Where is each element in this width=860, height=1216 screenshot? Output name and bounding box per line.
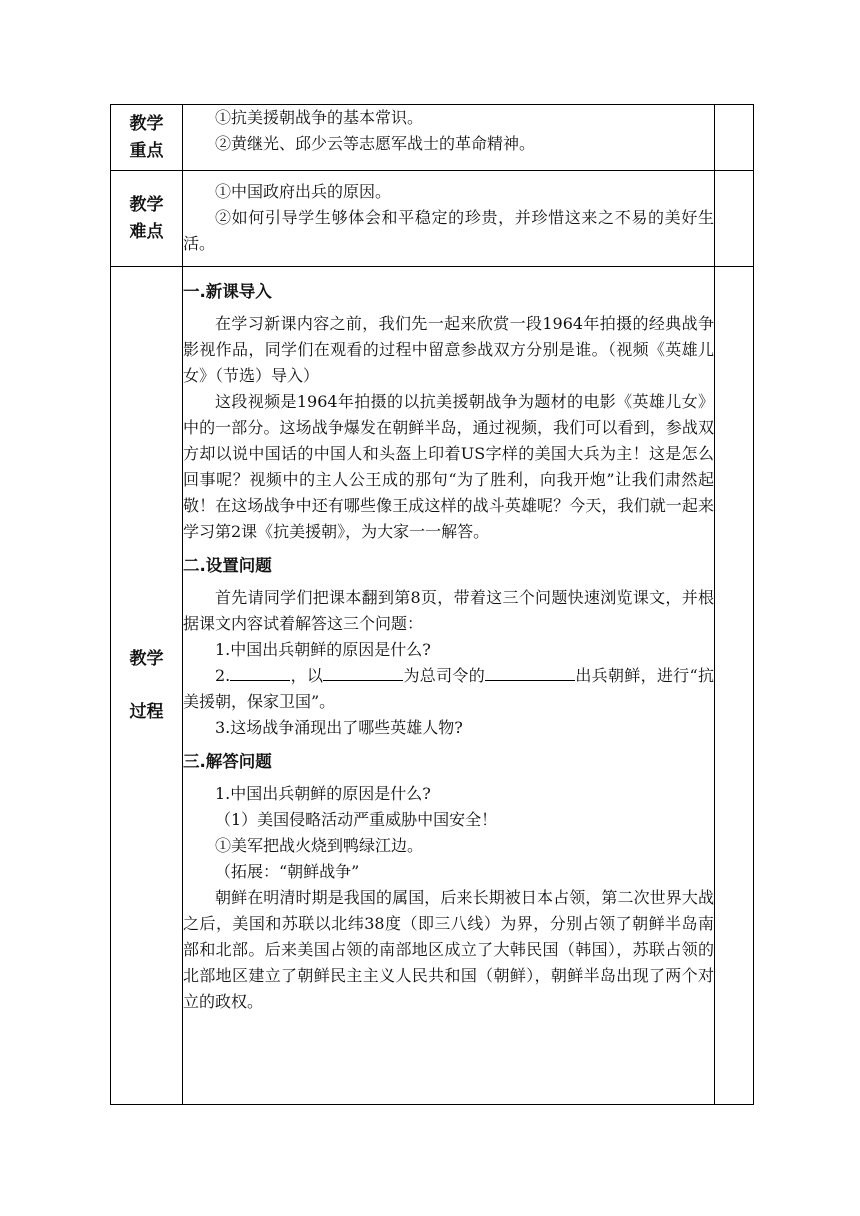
- paragraph: 朝鲜在明清时期是我国的属国，后来长期被日本占领，第二次世界大战之后，美国和苏联以北纬38度（即三八线）为界，分别占领了朝鲜半岛南部和北部。后来美国占领的南部地区成立了大韩民国（韩国），苏联占领的北部地区建立了朝鲜民主主义人民共和国（朝鲜），朝鲜半岛出现了两个对立的政权。: [183, 888, 714, 1011]
- answer-line: ①美军把战火烧到鸭绿江边。: [215, 836, 424, 855]
- notes-cell: [715, 105, 754, 171]
- lesson-plan-table: [110, 104, 754, 1105]
- answer-line: （1）美国侵略活动严重威胁中国安全！: [215, 810, 498, 829]
- teaching-focus-label: [111, 105, 183, 171]
- fill-blank: [485, 664, 575, 681]
- notes-cell: [715, 267, 754, 1105]
- teaching-focus-content: [183, 105, 715, 171]
- fill-blank: [230, 664, 290, 681]
- label-line: 教学: [129, 113, 164, 134]
- paragraph: 首先请同学们把课本翻到第8页，带着这三个问题快速浏览课文，并根据课文内容试着解答这三个问题：: [183, 588, 714, 633]
- question-1: 1.中国出兵朝鲜的原因是什么?: [215, 640, 431, 659]
- question-2-text: 为总司令的: [403, 666, 486, 685]
- teaching-difficulty-label: [111, 171, 183, 267]
- question-2-text: 出兵朝鲜，进行“抗美援朝，保家卫国”。: [183, 666, 714, 711]
- question-3: 3.这场战争涌现出了哪些英雄人物?: [215, 718, 463, 737]
- fill-blank: [323, 664, 403, 681]
- difficulty-item: ①中国政府出兵的原因。: [215, 182, 392, 201]
- teaching-process-label: [111, 267, 183, 1105]
- paragraph: 这段视频是1964年拍摄的以抗美援朝战争为题材的电影《英雄儿女》中的一部分。这场战争爆发在朝鲜半岛，通过视频，我们可以看到，参战双方却以说中国话的中国人和头盔上印着US字样的美国大兵为主！这是怎么回事呢？视频中的主人公王成的那句“为了胜利，向我开炮”让我们肃然起敬！在这场战争中还有哪些像王成这样的战斗英雄呢？今天，我们就一起来学习第2课《抗美援朝》，为大家一一解答。: [183, 392, 714, 541]
- question-2: [183, 663, 714, 715]
- paragraph: 在学习新课内容之前，我们先一起来欣赏一段1964年拍摄的经典战争影视作品，同学们在观看的过程中留意参战双方分别是谁。（视频《英雄儿女》（节选）导入）: [183, 314, 714, 385]
- teaching-focus-row: [111, 105, 754, 171]
- answer-line: 1.中国出兵朝鲜的原因是什么?: [215, 784, 431, 803]
- section-heading: 一.新课导入: [183, 282, 272, 301]
- teaching-difficulty-content: [183, 171, 715, 267]
- teaching-process-row: [111, 267, 754, 1105]
- section-heading: 三.解答问题: [183, 752, 272, 771]
- question-2-prefix: 2.: [215, 666, 231, 685]
- label-line: 教学: [129, 194, 164, 215]
- difficulty-item: ②如何引导学生够体会和平稳定的珍贵，并珍惜这来之不易的美好生活。: [183, 208, 714, 253]
- question-2-text: ，以: [290, 666, 324, 685]
- label-line: 重点: [129, 140, 164, 161]
- label-line: 教学: [129, 648, 164, 669]
- notes-cell: [715, 171, 754, 267]
- teaching-process-content: [183, 267, 715, 1105]
- label-line: 难点: [129, 221, 164, 242]
- section-heading: 二.设置问题: [183, 556, 272, 575]
- teaching-difficulty-row: [111, 171, 754, 267]
- focus-item: ②黄继光、邱少云等志愿军战士的革命精神。: [215, 134, 536, 153]
- answer-line: （拓展：“朝鲜战争”: [215, 862, 360, 881]
- focus-item: ①抗美援朝战争的基本常识。: [215, 108, 424, 127]
- label-line: 过程: [129, 701, 164, 722]
